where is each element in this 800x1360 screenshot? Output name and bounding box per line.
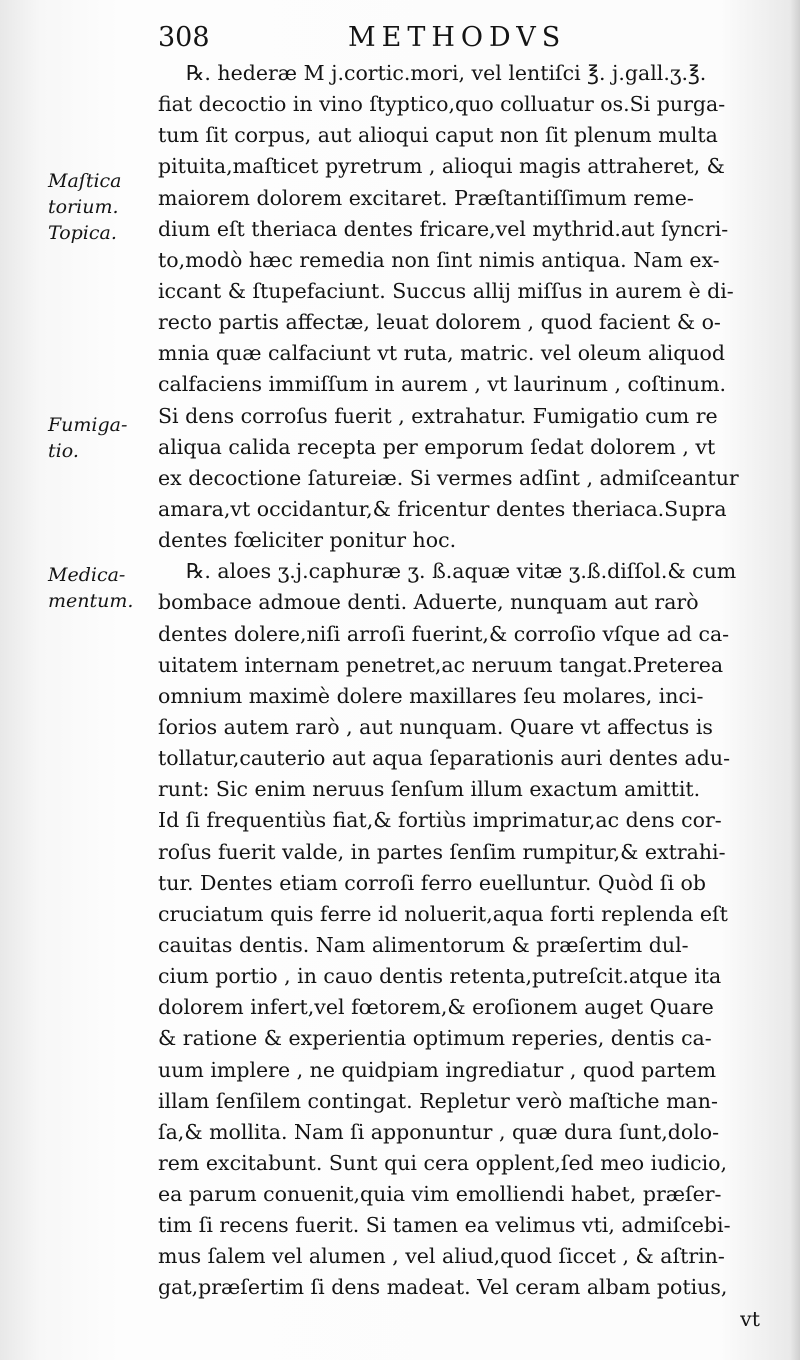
page-header [158,18,718,62]
text-line: maiorem dolorem excitaret. Præſtantiſſimum reme- [158,185,694,210]
text-line: aliqua calida recepta per emporum ſedat dolorem , vt [158,434,716,459]
text-line: amara,vt occidantur,& fricentur dentes theriaca.Supra [158,496,727,521]
text-line: mus ſalem vel alumen , vel aliud,quod ſiccet , & aſtrin- [158,1244,725,1269]
margin-note-line: tio. [48,440,79,462]
text-line: Id ſi frequentiùs fiat,& fortiùs imprimatur,ac dens cor- [158,808,722,833]
text-line: dentes fœliciter ponitur hoc. [158,528,457,553]
text-line: ℞. aloes ʒ.j.caphuræ ʒ. ß.aquæ vitæ ʒ.ß.diſſol.& cum [186,559,737,584]
catchword: vt [740,1306,760,1331]
text-line: & ratione & experientia optimum reperies, dentis ca- [158,1026,712,1051]
text-line: cruciatum quis ferre id noluerit,aqua forti replenda eſt [158,901,728,926]
margin-note-line: Topica. [48,222,117,244]
text-line: to,modò hæc remedia non ſint nimis antiqua. Nam ex- [158,247,720,272]
margin-note-fumigatio [48,412,127,464]
text-line: runt: Sic enim neruus ſenſum illum exactum amittit. [158,777,701,802]
text-line: omnium maximè dolere maxillares ſeu molares, inci- [158,683,704,708]
text-line: iccant & ſtupefaciunt. Succus allij miſſus in aurem è di- [158,278,734,303]
text-line: calfaciens immiſſum in aurem , vt laurinum , coſtinum. [158,372,727,397]
text-line: cium portio , in cauo dentis retenta,putreſcit.atque ita [158,964,722,989]
text-line: ſorios autem rarò , aut nunquam. Quare vt affectus is [158,714,713,739]
running-title: METHODVS [348,22,567,53]
body-text [158,58,768,1335]
text-line: roſus fuerit valde, in partes ſenſim rumpitur,& extrahi- [158,839,726,864]
text-line: tum ſit corpus, aut alioqui caput non ſit plenum multa [158,123,718,148]
text-line: gat,præſertim ſi dens madeat. Vel ceram albam potius, [158,1275,728,1300]
text-line: fiat decoctio in vino ſtyptico,quo colluatur os.Si purga- [158,92,726,117]
page-number: 308 [158,22,210,53]
margin-note-line: Maſtica [48,170,122,192]
text-line: uitatem internam penetret,ac neruum tangat.Preterea [158,652,724,677]
text-line: ea parum conuenit,quia vim emolliendi habet, præſer- [158,1182,722,1207]
margin-note-masticatorium [48,168,122,246]
text-line: dentes dolere,niſi arroſi fuerint,& corroſio vſque ad ca- [158,621,730,646]
margin-note-medicamentum [48,562,133,614]
text-line: dolorem infert,vel fœtorem,& eroſionem auget Quare [158,995,714,1020]
text-line: bombace admoue denti. Aduerte, nunquam aut rarò [158,590,699,615]
text-line: rem excitabunt. Sunt qui cera opplent,ſed meo iudicio, [158,1150,727,1175]
text-line: tur. Dentes etiam corroſi ferro euelluntur. Quòd ſi ob [158,870,707,895]
text-line: pituita,maſticet pyretrum , alioqui magis attraheret, & [158,154,725,179]
text-line: ex decoctione ſatureiæ. Si vermes adſint , admiſceantur [158,465,739,490]
margin-note-line: Fumiga- [48,414,128,436]
text-line: uum implere , ne quidpiam ingrediatur , quod partem [158,1057,717,1082]
text-line: ſa,& mollita. Nam ſi apponuntur , quæ dura ſunt,dolo- [158,1119,720,1144]
text-line: cauitas dentis. Nam alimentorum & præſertim dul- [158,932,689,957]
text-line: ℞. hederæ M j.cortic.mori, vel lentiſci ℥. j.gall.ʒ.℥. [186,61,707,85]
text-line: tollatur,cauterio aut aqua ſeparationis auri dentes adu- [158,746,731,771]
text-line: dium eſt theriaca dentes fricare,vel mythrid.aut ſyncri- [158,216,729,241]
text-line: illam ſenſilem contingat. Repletur verò maſtiche man- [158,1088,718,1113]
margin-note-line: torium. [48,196,119,218]
text-line: Si dens corroſus fuerit , extrahatur. Fumigatio cum re [158,403,718,428]
text-line: mnia quæ calfaciunt vt ruta, matric. vel oleum aliquod [158,341,726,366]
text-line: tim ſi recens fuerit. Si tamen ea velimus vti, admiſcebi- [158,1213,731,1238]
margin-note-line: mentum. [48,590,134,612]
margin-note-line: Medica- [48,564,126,586]
text-line: recto partis affectæ, leuat dolorem , quod facient & o- [158,310,721,335]
